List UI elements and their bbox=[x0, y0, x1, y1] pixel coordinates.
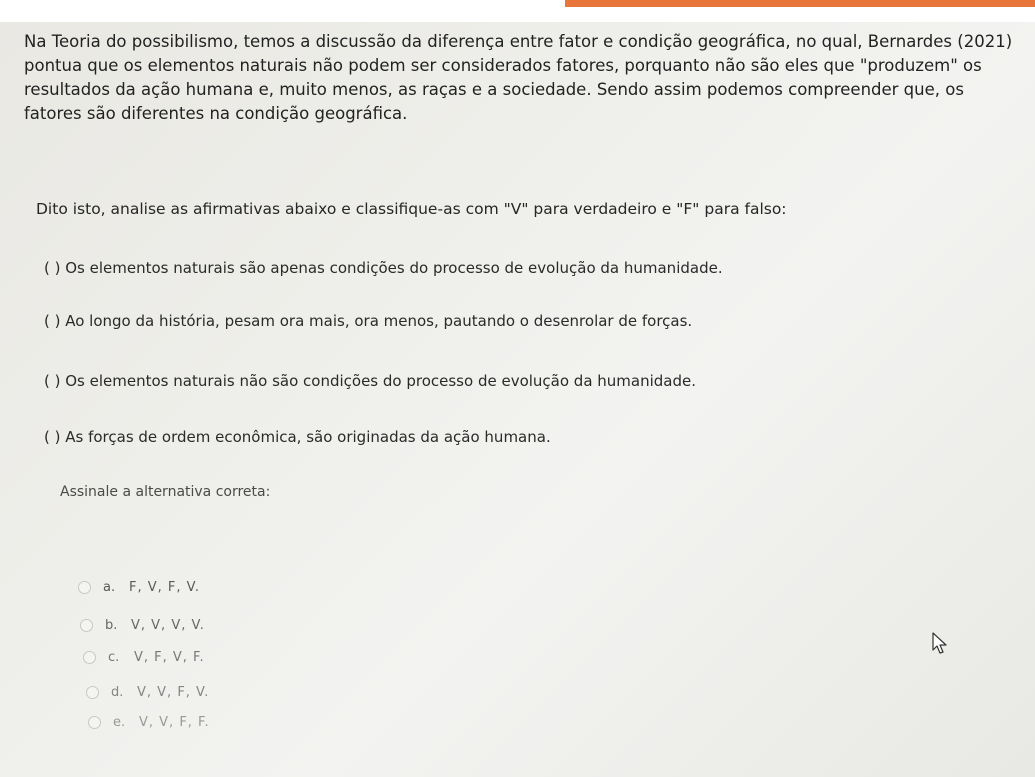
option-a[interactable] bbox=[78, 580, 200, 595]
option-b[interactable] bbox=[80, 618, 205, 633]
option-e[interactable] bbox=[88, 715, 210, 730]
option-c[interactable] bbox=[83, 650, 205, 665]
orange-accent-strip bbox=[565, 0, 1035, 7]
option-text: F, V, F, V. bbox=[129, 580, 200, 595]
option-letter: a. bbox=[103, 580, 116, 595]
mouse-cursor-icon bbox=[931, 632, 949, 656]
option-text: V, V, V, V. bbox=[131, 618, 205, 633]
option-text: V, F, V, F. bbox=[134, 650, 205, 665]
top-bar bbox=[0, 0, 1035, 22]
option-letter: e. bbox=[113, 715, 126, 730]
radio-button-e[interactable] bbox=[88, 716, 101, 729]
option-letter: c. bbox=[108, 650, 120, 665]
option-letter: d. bbox=[111, 685, 124, 700]
statement-4: ( ) As forças de ordem econômica, são originadas da ação humana. bbox=[44, 428, 551, 446]
option-d[interactable] bbox=[86, 685, 209, 700]
radio-button-c[interactable] bbox=[83, 651, 96, 664]
option-text: V, V, F, V. bbox=[137, 685, 210, 700]
option-letter: b. bbox=[105, 618, 118, 633]
statement-3: ( ) Os elementos naturais não são condições do processo de evolução da humanidade. bbox=[44, 372, 697, 390]
radio-button-a[interactable] bbox=[78, 581, 91, 594]
statement-2: ( ) Ao longo da história, pesam ora mais, ora menos, pautando o desenrolar de forças. bbox=[44, 312, 693, 330]
radio-button-b[interactable] bbox=[80, 619, 93, 632]
option-text: V, V, F, F. bbox=[139, 715, 210, 730]
statement-1: ( ) Os elementos naturais são apenas condições do processo de evolução da humanidade. bbox=[44, 259, 723, 277]
question-paragraph: Na Teoria do possibilismo, temos a discussão da diferença entre fator e condição geográfica, no qual, Bernardes (2021) pontua que os elementos naturais não podem ser considerados fatores, porquanto não são eles que "produzem" os resultados da ação humana e, muito menos, as raças e a sociedade. Sendo assim podemos compreender que, os fatores são diferentes na condição geográfica. bbox=[24, 32, 1013, 123]
radio-button-d[interactable] bbox=[86, 686, 99, 699]
answer-prompt: Assinale a alternativa correta: bbox=[60, 484, 271, 500]
question-instruction: Dito isto, analise as afirmativas abaixo e classifique-as com "V" para verdadeiro e "F" para falso: bbox=[36, 200, 787, 218]
